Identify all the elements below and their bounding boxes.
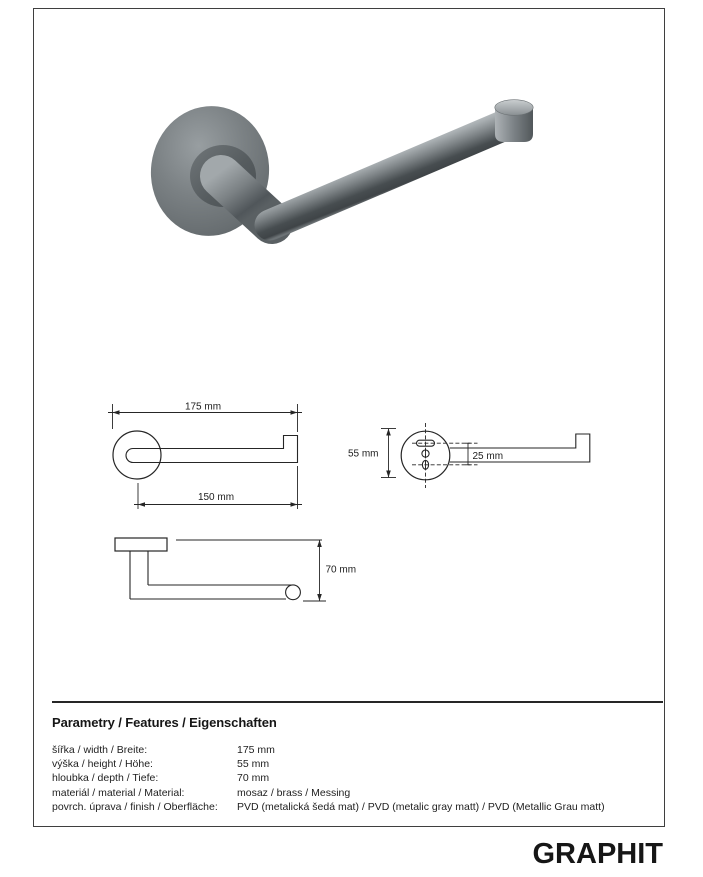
spec-row-finish	[52, 800, 652, 814]
finish-name: GRAPHIT	[532, 838, 663, 870]
top-depth-label: 70 mm	[325, 564, 357, 576]
spec-label: hloubka / depth / Tiefe:	[52, 772, 159, 785]
spec-value: PVD (metalická šedá mat) / PVD (metalic gray matt) / PVD (Metallic Grau matt)	[237, 800, 605, 813]
drawing-top-view	[115, 538, 326, 601]
top-arm-end	[286, 585, 301, 600]
spec-label: materiál / material / Material:	[52, 786, 185, 799]
front-width-label: 175 mm	[184, 401, 222, 413]
dimension-70	[176, 540, 326, 601]
spec-label: povrch. úprava / finish / Oberfläche:	[52, 800, 218, 813]
side-plate-diameter-label: 55 mm	[347, 448, 379, 460]
front-arm-outline	[126, 436, 298, 463]
spec-value: mosaz / brass / Messing	[237, 786, 351, 799]
specs-table	[52, 743, 652, 814]
spec-label: šířka / width / Breite:	[52, 744, 148, 756]
spec-value: 70 mm	[237, 772, 270, 785]
side-arm-outline	[450, 434, 590, 462]
spec-row-material	[52, 786, 652, 800]
top-wall-plate	[115, 538, 167, 551]
side-hole-spacing-label: 25 mm	[472, 451, 504, 462]
spec-label: výška / height / Höhe:	[52, 758, 153, 771]
spec-value: 175 mm	[237, 744, 275, 756]
spec-value: 55 mm	[237, 758, 270, 771]
spec-row-height	[52, 757, 652, 771]
dimension-55	[381, 429, 396, 478]
specs-heading: Parametry / Features / Eigenschaften	[52, 715, 277, 730]
spec-row-depth	[52, 771, 652, 785]
section-divider	[52, 701, 663, 703]
front-wall-plate	[113, 431, 161, 479]
front-arm-length-label: 150 mm	[197, 492, 235, 503]
spec-row-width	[52, 743, 652, 757]
